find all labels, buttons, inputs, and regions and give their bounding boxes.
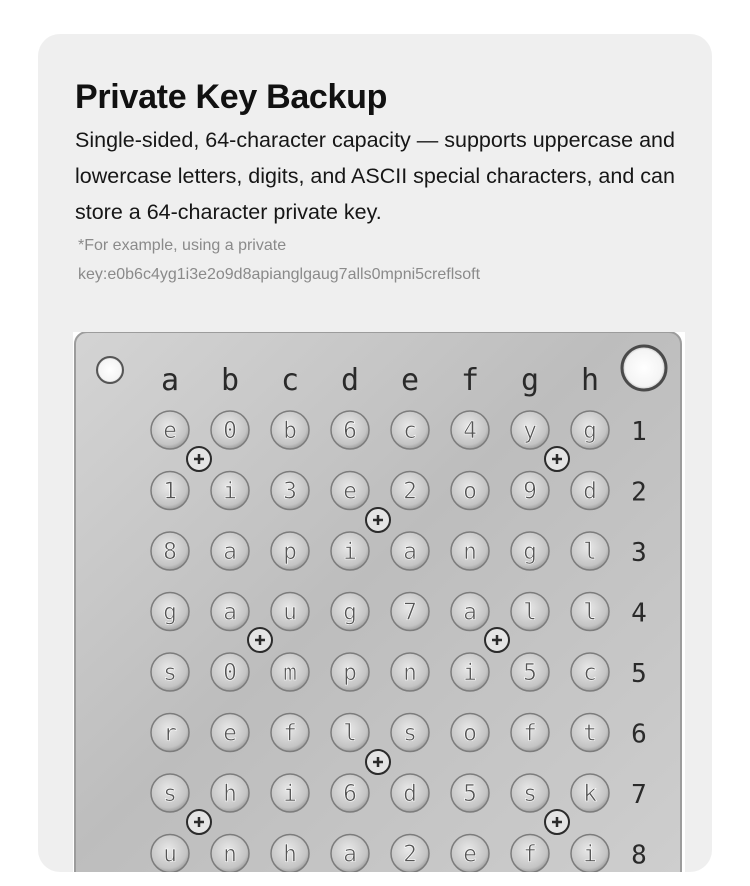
engraved-char: n (463, 539, 477, 565)
engraved-char: a (223, 599, 237, 626)
engraved-char: n (403, 660, 417, 686)
engraved-char: i (223, 478, 237, 505)
engraved-char: 2 (403, 841, 417, 868)
engraved-char: f (523, 841, 537, 868)
engraved-char: 3 (283, 478, 297, 505)
engraved-char: d (403, 781, 417, 807)
engraved-char: f (283, 720, 297, 747)
column-label: h (580, 363, 600, 398)
engraved-char: h (223, 781, 237, 807)
engraved-char: 1 (163, 478, 177, 505)
mount-hole-left (97, 357, 123, 383)
engraved-char: 6 (343, 781, 357, 807)
engraved-char: s (523, 781, 537, 807)
example-note: *For example, using a private key:e0b6c4yg1i3e2o9d8apianglgaug7alls0mpni5creflsoft (78, 237, 481, 283)
engraved-char: 9 (523, 478, 537, 505)
engraved-char: l (583, 599, 597, 626)
engraved-char: 0 (223, 418, 237, 444)
engraved-char: a (223, 539, 237, 565)
column-label: b (220, 363, 240, 398)
row-label: 1 (631, 417, 647, 447)
column-label: e (400, 363, 420, 398)
engraved-char: m (283, 660, 297, 686)
engraved-char: s (163, 660, 177, 686)
engraved-char: a (403, 539, 417, 565)
engraved-char: g (343, 599, 357, 626)
engraved-char: i (343, 539, 357, 565)
engraved-char: 5 (463, 781, 477, 807)
row-label: 4 (631, 598, 647, 629)
engraved-char: y (523, 418, 537, 444)
engraved-char: c (403, 418, 417, 444)
engraved-char: o (463, 478, 477, 505)
engraved-char: p (283, 539, 297, 565)
engraved-char: c (583, 660, 597, 686)
row-label: 3 (631, 538, 647, 568)
row-label: 5 (631, 659, 647, 689)
engraved-char: l (523, 599, 537, 626)
column-label: c (280, 363, 300, 398)
engraved-char: k (583, 781, 597, 807)
engraved-char: b (283, 418, 297, 444)
engraved-char: o (463, 720, 477, 747)
engraved-char: 5 (523, 660, 537, 686)
engraved-char: f (523, 720, 537, 747)
engraved-char: e (223, 720, 237, 747)
engraved-char: l (343, 720, 357, 747)
row-label: 2 (631, 477, 647, 508)
engraved-char: i (283, 781, 297, 807)
engraved-char: l (583, 539, 597, 565)
engraved-char: 2 (403, 478, 417, 505)
engraved-char: h (283, 841, 297, 868)
engraved-char: e (163, 418, 177, 444)
column-label: a (160, 363, 180, 398)
row-label: 6 (631, 719, 647, 750)
row-label: 8 (631, 840, 647, 871)
engraved-char: 6 (343, 418, 357, 444)
engraved-char: p (343, 660, 357, 686)
engraved-char: t (583, 720, 597, 747)
engraved-char: s (163, 781, 177, 807)
column-label: f (460, 363, 480, 398)
engraved-char: a (343, 841, 357, 868)
engraved-char: d (583, 478, 597, 505)
engraved-char: r (163, 720, 177, 747)
column-label: d (340, 363, 360, 398)
engraved-char: 8 (163, 539, 177, 565)
backup-card (38, 34, 712, 872)
engraved-char: i (583, 841, 597, 868)
mount-hole-right (622, 346, 666, 390)
engraved-char: a (463, 599, 477, 626)
engraved-char: 0 (223, 660, 237, 686)
engraved-char: u (283, 599, 297, 626)
engraved-char: e (463, 841, 477, 868)
engraved-char: n (223, 841, 237, 868)
engraved-char: g (583, 418, 597, 444)
engraved-char: 4 (463, 418, 477, 444)
engraved-char: i (463, 660, 477, 686)
card-title: Private Key Backup (75, 78, 388, 116)
engraved-char: e (343, 478, 357, 505)
engraved-char: 7 (403, 599, 417, 626)
column-label: g (520, 363, 540, 398)
steel-plate-photo (73, 332, 685, 872)
card-description: Single-sided, 64-character capacity — supports uppercase and lowercase letters, digits, and ASCII special characters, and can store a 64-character private key. (75, 128, 675, 224)
row-label: 7 (631, 780, 647, 810)
engraved-char: u (163, 841, 177, 868)
engraved-char: s (403, 720, 417, 747)
engraved-char: g (523, 539, 537, 565)
engraved-char: g (163, 599, 177, 626)
